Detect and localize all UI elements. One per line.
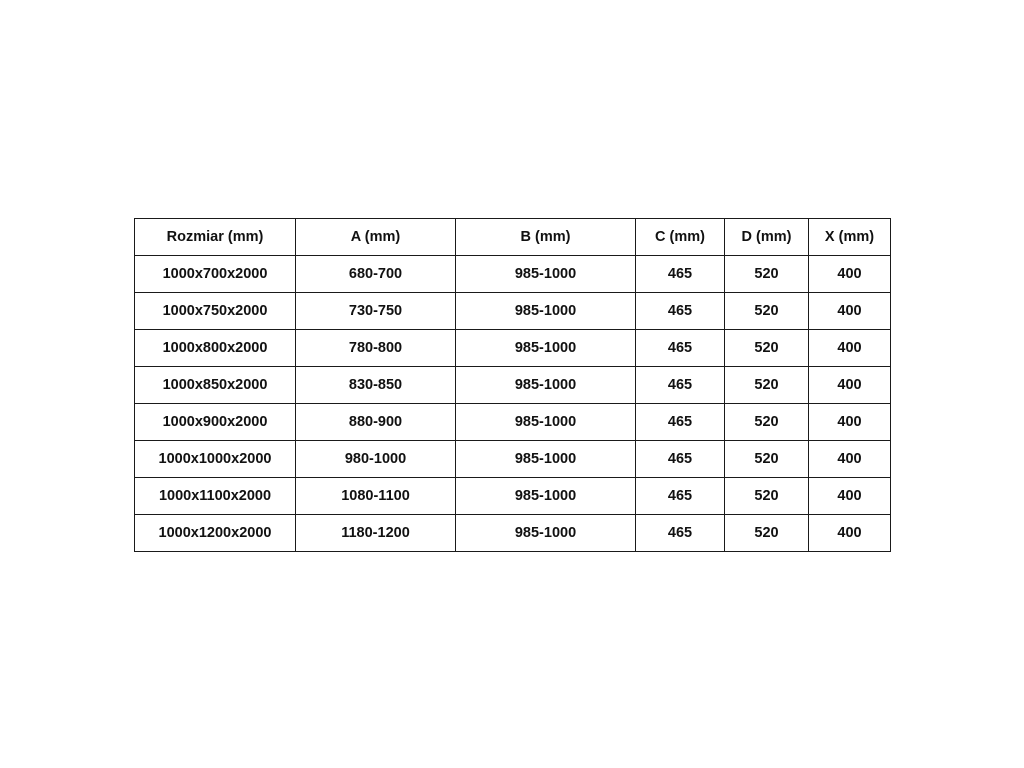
cell-rozmiar: 1000x1100x2000 (135, 478, 296, 515)
column-header-x: X (mm) (809, 219, 891, 256)
column-header-a: A (mm) (296, 219, 456, 256)
cell-c: 465 (636, 330, 725, 367)
table-row (135, 293, 891, 330)
cell-d: 520 (725, 441, 809, 478)
cell-c: 465 (636, 515, 725, 552)
cell-a: 780-800 (296, 330, 456, 367)
cell-x: 400 (809, 515, 891, 552)
table-row (135, 478, 891, 515)
cell-b: 985-1000 (456, 293, 636, 330)
cell-a: 730-750 (296, 293, 456, 330)
cell-x: 400 (809, 256, 891, 293)
cell-x: 400 (809, 478, 891, 515)
column-header-rozmiar: Rozmiar (mm) (135, 219, 296, 256)
column-header-d: D (mm) (725, 219, 809, 256)
size-table-container (134, 218, 890, 552)
cell-rozmiar: 1000x800x2000 (135, 330, 296, 367)
cell-rozmiar: 1000x900x2000 (135, 404, 296, 441)
cell-a: 1080-1100 (296, 478, 456, 515)
cell-d: 520 (725, 515, 809, 552)
cell-rozmiar: 1000x700x2000 (135, 256, 296, 293)
cell-x: 400 (809, 404, 891, 441)
cell-c: 465 (636, 404, 725, 441)
cell-d: 520 (725, 404, 809, 441)
cell-a: 980-1000 (296, 441, 456, 478)
table-row (135, 441, 891, 478)
cell-a: 680-700 (296, 256, 456, 293)
table-row (135, 404, 891, 441)
cell-d: 520 (725, 367, 809, 404)
cell-x: 400 (809, 441, 891, 478)
cell-rozmiar: 1000x750x2000 (135, 293, 296, 330)
table-header-row (135, 219, 891, 256)
cell-rozmiar: 1000x1000x2000 (135, 441, 296, 478)
column-header-b: B (mm) (456, 219, 636, 256)
cell-c: 465 (636, 293, 725, 330)
cell-d: 520 (725, 330, 809, 367)
cell-b: 985-1000 (456, 478, 636, 515)
cell-b: 985-1000 (456, 367, 636, 404)
column-header-c: C (mm) (636, 219, 725, 256)
cell-c: 465 (636, 367, 725, 404)
table-row (135, 330, 891, 367)
cell-b: 985-1000 (456, 330, 636, 367)
cell-c: 465 (636, 478, 725, 515)
cell-d: 520 (725, 256, 809, 293)
cell-c: 465 (636, 256, 725, 293)
table-header (135, 219, 891, 256)
size-table (134, 218, 891, 552)
cell-b: 985-1000 (456, 515, 636, 552)
cell-rozmiar: 1000x1200x2000 (135, 515, 296, 552)
cell-a: 830-850 (296, 367, 456, 404)
table-body (135, 256, 891, 552)
cell-c: 465 (636, 441, 725, 478)
cell-d: 520 (725, 293, 809, 330)
cell-b: 985-1000 (456, 404, 636, 441)
cell-rozmiar: 1000x850x2000 (135, 367, 296, 404)
cell-a: 880-900 (296, 404, 456, 441)
table-row (135, 515, 891, 552)
cell-x: 400 (809, 367, 891, 404)
cell-b: 985-1000 (456, 256, 636, 293)
cell-x: 400 (809, 293, 891, 330)
cell-b: 985-1000 (456, 441, 636, 478)
cell-d: 520 (725, 478, 809, 515)
cell-a: 1180-1200 (296, 515, 456, 552)
table-row (135, 367, 891, 404)
table-row (135, 256, 891, 293)
cell-x: 400 (809, 330, 891, 367)
